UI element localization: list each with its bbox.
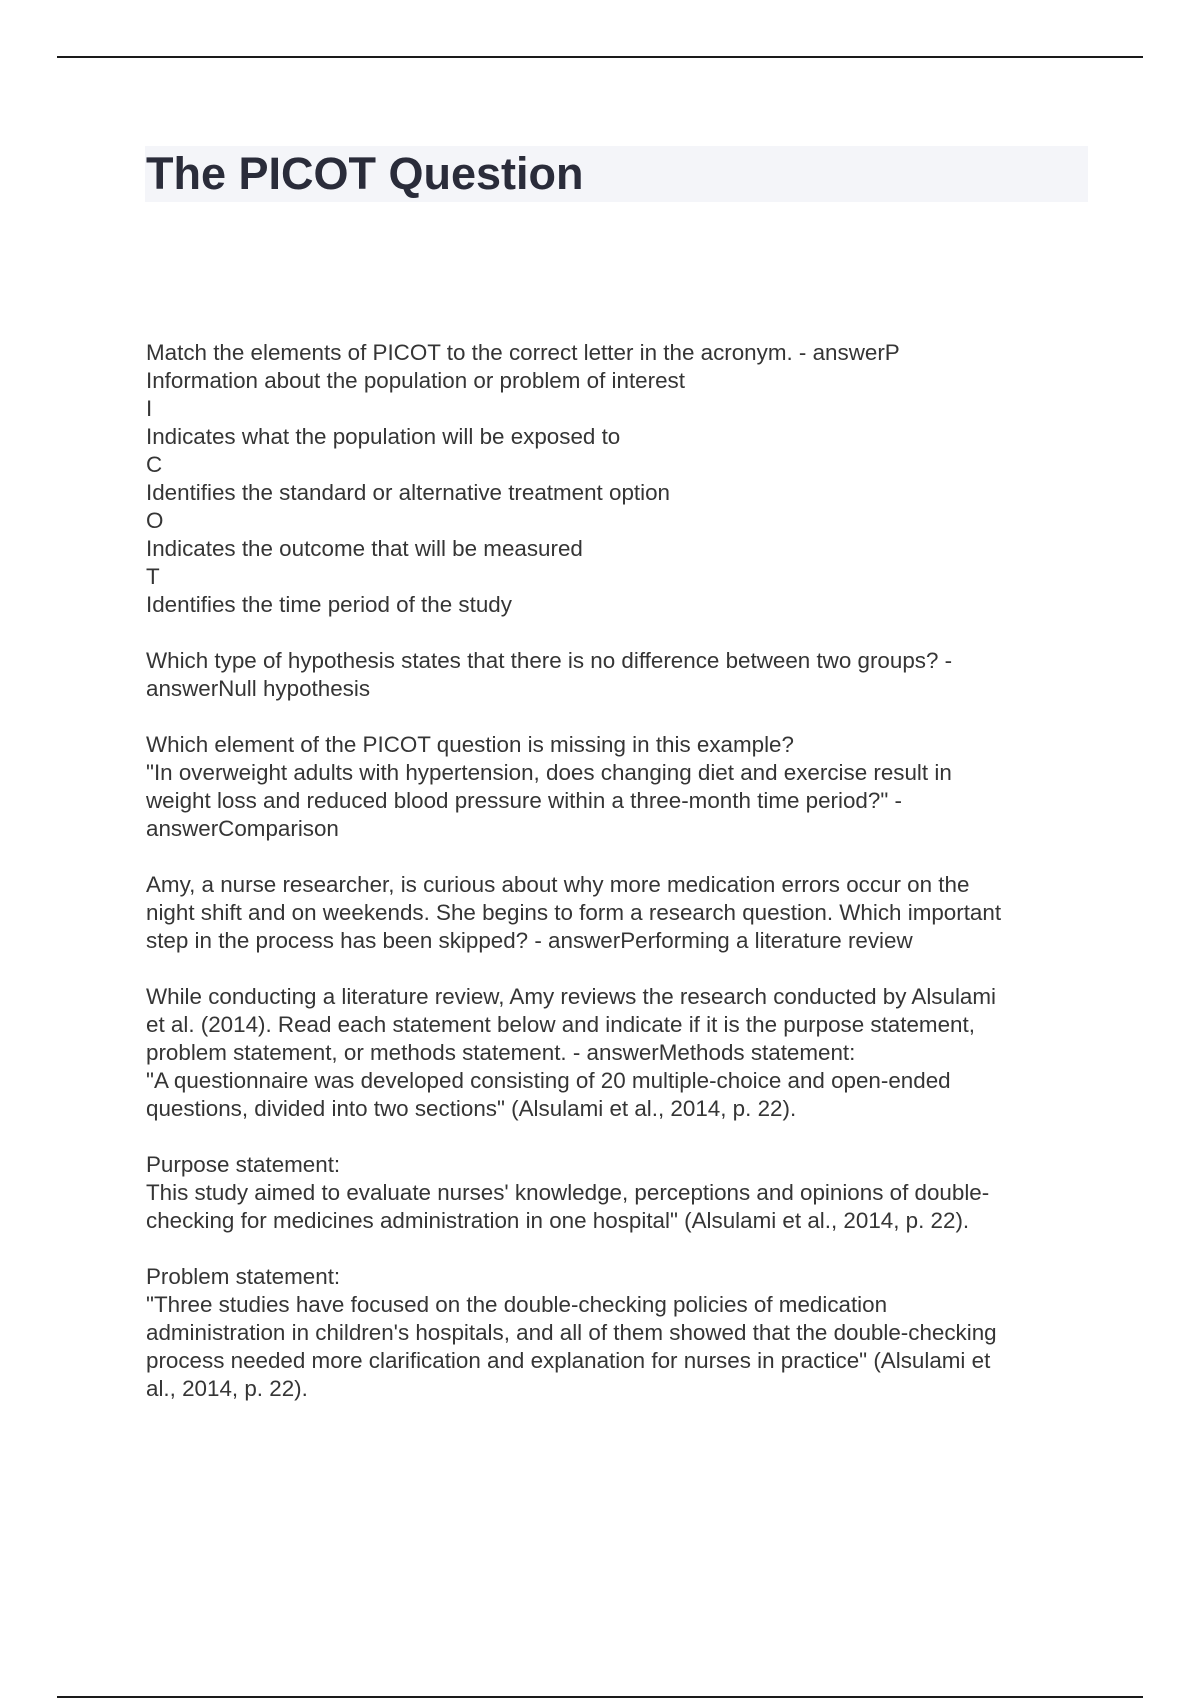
text-line: al., 2014, p. 22). (146, 1376, 308, 1401)
text-line: answerComparison (146, 816, 339, 841)
qa-block-picot-elements (146, 339, 1086, 619)
top-rule (57, 56, 1143, 58)
qa-block-methods-statement (146, 983, 1086, 1123)
text-line: Identifies the standard or alternative treatment option (146, 480, 671, 505)
text-line: Match the elements of PICOT to the correct letter in the acronym. - answerP (146, 340, 900, 365)
qa-block-missing-element (146, 731, 1086, 843)
qa-block-problem-statement (146, 1263, 1086, 1403)
page-title: The PICOT Question (146, 148, 584, 199)
text-line: Purpose statement: (146, 1152, 341, 1177)
text-line: While conducting a literature review, Amy reviews the research conducted by Alsulami (146, 984, 997, 1009)
qa-block-null-hypothesis (146, 647, 1086, 703)
text-line: weight loss and reduced blood pressure within a three-month time period?" - (146, 788, 902, 813)
document-body (146, 339, 1086, 1431)
text-line: "A questionnaire was developed consisting of 20 multiple-choice and open-ended (146, 1068, 951, 1093)
text-line: Identifies the time period of the study (146, 592, 512, 617)
text-line: T (146, 564, 160, 589)
text-line: problem statement, or methods statement. - answerMethods statement: (146, 1040, 856, 1065)
text-line: administration in children's hospitals, and all of them showed that the double-checking (146, 1320, 997, 1345)
text-line: step in the process has been skipped? - answerPerforming a literature review (146, 928, 913, 953)
text-line: Indicates the outcome that will be measured (146, 536, 583, 561)
bottom-rule (57, 1696, 1143, 1698)
text-line: This study aimed to evaluate nurses' knowledge, perceptions and opinions of double- (146, 1180, 990, 1205)
text-line: questions, divided into two sections" (Alsulami et al., 2014, p. 22). (146, 1096, 797, 1121)
text-line: process needed more clarification and explanation for nurses in practice" (Alsulami et (146, 1348, 991, 1373)
qa-block-skipped-step (146, 871, 1086, 955)
text-line: I (146, 396, 153, 421)
text-line: Which element of the PICOT question is missing in this example? (146, 732, 794, 757)
text-line: Amy, a nurse researcher, is curious about why more medication errors occur on the (146, 872, 970, 897)
text-line: Which type of hypothesis states that there is no difference between two groups? - (146, 648, 953, 673)
text-line: "In overweight adults with hypertension, does changing diet and exercise result in (146, 760, 952, 785)
text-line: Indicates what the population will be exposed to (146, 424, 621, 449)
text-line: "Three studies have focused on the double-checking policies of medication (146, 1292, 888, 1317)
text-line: Problem statement: (146, 1264, 341, 1289)
text-line: O (146, 508, 164, 533)
qa-block-purpose-statement (146, 1151, 1086, 1235)
text-line: et al. (2014). Read each statement below and indicate if it is the purpose statement, (146, 1012, 975, 1037)
text-line: C (146, 452, 163, 477)
text-line: Information about the population or problem of interest (146, 368, 685, 393)
text-line: answerNull hypothesis (146, 676, 371, 701)
text-line: checking for medicines administration in one hospital" (Alsulami et al., 2014, p. 22). (146, 1208, 970, 1233)
text-line: night shift and on weekends. She begins to form a research question. Which important (146, 900, 1002, 925)
